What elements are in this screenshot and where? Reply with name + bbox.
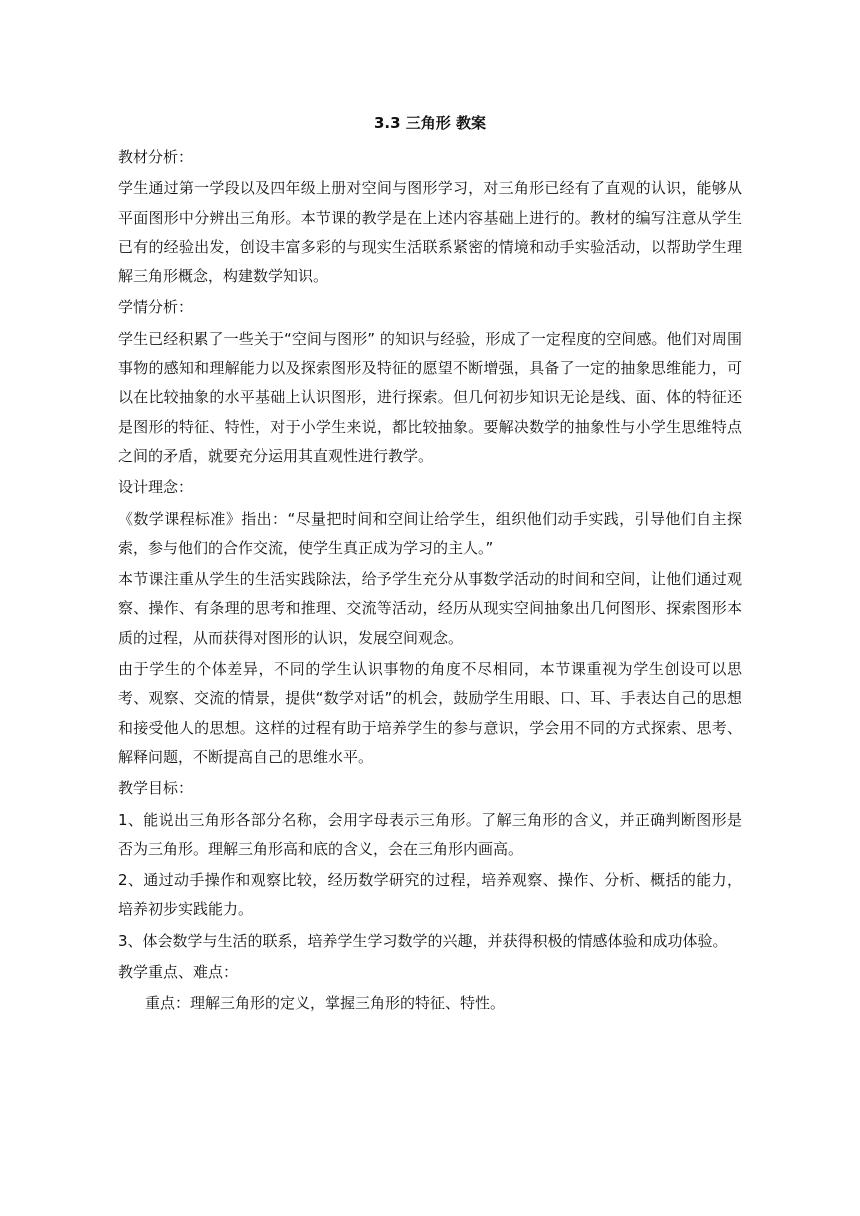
- section-heading-student-analysis: 学情分析：: [118, 298, 194, 317]
- key-point-item: 重点：理解三角形的定义，掌握三角形的特征、特性。: [145, 994, 506, 1013]
- section-heading-teaching-goals: 教学目标：: [118, 779, 194, 798]
- goal-item-2: 2、通过动手操作和观察比较，经历数学研究的过程，培养观察、操作、分析、概括的能力，培养初步实践能力。: [118, 871, 742, 919]
- section-heading-textbook-analysis: 教材分析：: [118, 148, 194, 166]
- goal-item-3: 3、体会数学与生活的联系，培养学生学习数学的兴趣，并获得积极的情感体验和成功体验。: [118, 931, 728, 950]
- paragraph-student-analysis: 学生已经积累了一些关于“空间与图形” 的知识与经验，形成了一定程度的空间感。他们对周围事物的感知和理解能力以及探索图形及特征的愿望不断增强，具备了一定的抽象思维能力，可以在比较抽象的水平基础上认识图形，进行探索。但几何初步知识无论是线、面、体的特征还是图形的特征、特性，对于小学生来说，都比较抽象。要解决数学的抽象性与小学生思维特点之间的矛盾，就要充分运用其直观性进行教学。: [118, 329, 742, 465]
- document-title: 3.3 三角形 教案: [373, 114, 487, 132]
- section-heading-design-concept: 设计理念：: [118, 478, 194, 497]
- paragraph-design-practice: 本节课注重从学生的生活实践除法，给予学生充分从事数学活动的时间和空间，让他们通过观察、操作、有条理的思考和推理、交流等活动，经历从现实空间抽象出几何图形、探索图形本质的过程，从而获得对图形的认识，发展空间观念。: [118, 570, 742, 647]
- paragraph-design-differences: 由于学生的个体差异，不同的学生认识事物的角度不尽相同，本节课重视为学生创设可以思考、观察、交流的情景，提供“数学对话”的机会，鼓励学生用眼、口、耳、手表达自己的思想和接受他人的思想。这样的过程有助于培养学生的参与意识，学会用不同的方式探索、思考、解释问题，不断提高自己的思维水平。: [118, 660, 742, 766]
- document-body: [118, 143, 742, 1019]
- paragraph-textbook-analysis: 学生通过第一学段以及四年级上册对空间与图形学习，对三角形已经有了直观的认识，能够从平面图形中分辨出三角形。本节课的教学是在上述内容基础上进行的。教材的编写注意从学生已有的经验出发，创设丰富多彩的与现实生活联系紧密的情境和动手实验活动，以帮助学生理解三角形概念，构建数学知识。: [118, 179, 742, 286]
- section-heading-key-points: 教学重点、难点：: [118, 963, 239, 982]
- goal-item-1: 1、能说出三角形各部分名称，会用字母表示三角形。了解三角形的含义，并正确判断图形是否为三角形。理解三角形高和底的含义，会在三角形内画高。: [118, 810, 742, 858]
- paragraph-curriculum-quote: 《数学课程标准》指出：“尽量把时间和空间让给学生，组织他们动手实践，引导他们自主探索，参与他们的合作交流，使学生真正成为学习的主人。”: [118, 509, 742, 557]
